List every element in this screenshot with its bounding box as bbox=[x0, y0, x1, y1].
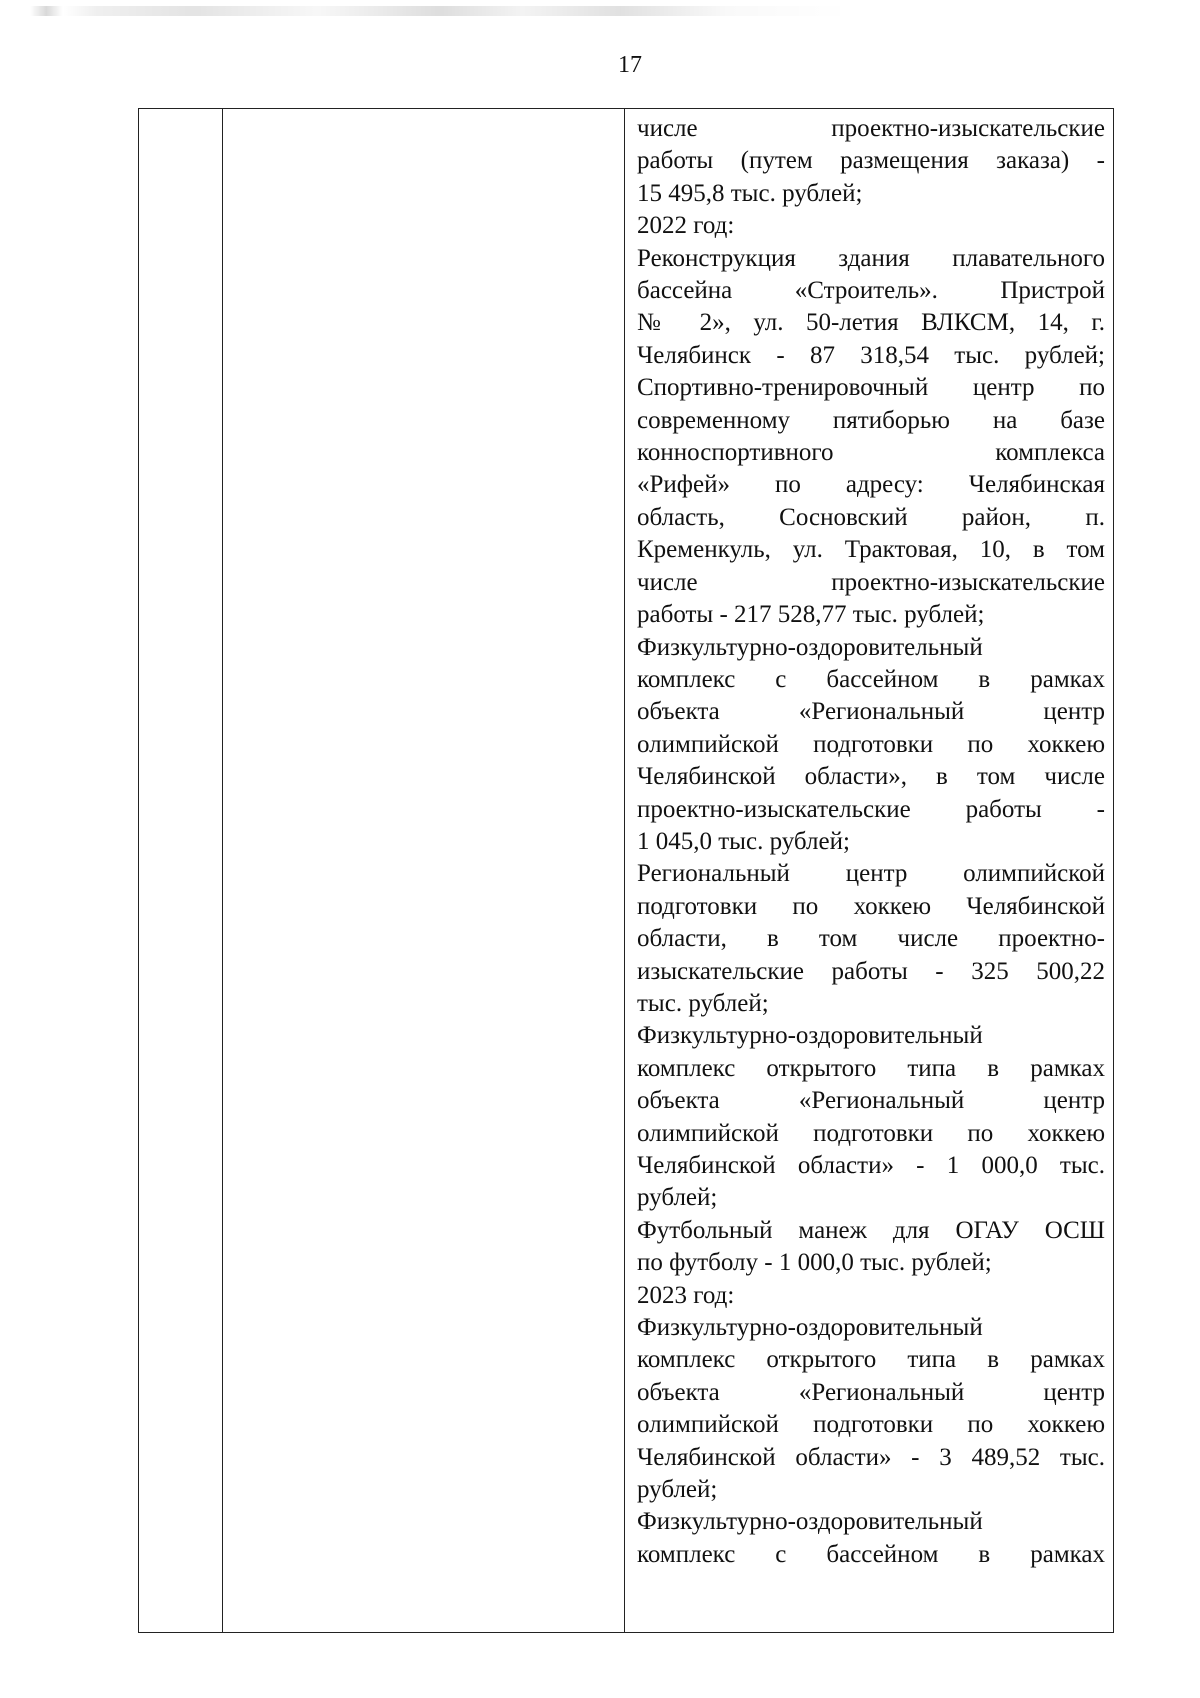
table-cell-line: Физкультурно-оздоровительный bbox=[637, 1022, 983, 1050]
table-cell-line: 2023 год: bbox=[637, 1281, 735, 1309]
table-cell-line: 2022 год: bbox=[637, 212, 735, 240]
table-cell-line: Челябинской области» - 1 000,0 тыс. bbox=[637, 1152, 1105, 1179]
table-cell-line: работы - 217 528,77 тыс. рублей; bbox=[637, 601, 985, 629]
table-cell-line: числе проектно-изыскательские bbox=[637, 568, 1105, 596]
table-cell-line: объекта «Региональный центр bbox=[637, 1378, 1105, 1406]
table-cell-line: 15 495,8 тыс. рублей; bbox=[637, 179, 863, 207]
scan-artifact bbox=[30, 6, 850, 16]
table-cell-line: Футбольный манеж для ОГАУ ОСШ bbox=[637, 1216, 1105, 1244]
table-cell-line: область, Сосновский район, п. bbox=[637, 503, 1105, 531]
table-cell-line: изыскательские работы - 325 500,22 bbox=[637, 957, 1105, 985]
table-cell-line: рублей; bbox=[637, 1184, 718, 1212]
table-cell-line: тыс. рублей; bbox=[637, 989, 769, 1017]
table-cell-line: № 2», ул. 50-летия ВЛКСМ, 14, г. bbox=[637, 309, 1105, 337]
table-cell-line: олимпийской подготовки по хоккею bbox=[637, 730, 1105, 758]
table-cell-line: области, в том числе проектно- bbox=[637, 925, 1105, 953]
table-cell-line: Челябинской области» - 3 489,52 тыс. bbox=[637, 1443, 1105, 1471]
table-cell-line: комплекс с бассейном в рамках bbox=[637, 665, 1105, 693]
table-cell-text bbox=[637, 113, 1105, 1571]
table-cell-line: Спортивно-тренировочный центр по bbox=[637, 374, 1105, 402]
table-cell-line: Челябинск - 87 318,54 тыс. рублей; bbox=[637, 341, 1105, 369]
table-cell-line: олимпийской подготовки по хоккею bbox=[637, 1119, 1105, 1147]
table-cell-line: Региональный центр олимпийской bbox=[637, 860, 1105, 888]
table-cell-line: Кременкуль, ул. Трактовая, 10, в том bbox=[637, 536, 1105, 564]
table-cell-line: числе проектно-изыскательские bbox=[637, 115, 1105, 142]
table-cell-line: объекта «Региональный центр bbox=[637, 698, 1105, 726]
table-cell-line: Физкультурно-оздоровительный bbox=[637, 633, 983, 661]
table-cell-line: подготовки по хоккею Челябинской bbox=[637, 892, 1105, 920]
table-cell-line: Физкультурно-оздоровительный bbox=[637, 1314, 983, 1342]
table-cell-line: комплекс с бассейном в рамках bbox=[637, 1540, 1105, 1568]
table-cell-line: проектно-изыскательские работы - bbox=[637, 795, 1105, 823]
table-cell-line: олимпийской подготовки по хоккею bbox=[637, 1411, 1105, 1439]
table-cell-line: Физкультурно-оздоровительный bbox=[637, 1508, 983, 1536]
table-cell-line: комплекс открытого типа в рамках bbox=[637, 1054, 1105, 1082]
table-cell-line: рублей; bbox=[637, 1476, 718, 1504]
table-column-name bbox=[223, 109, 625, 1632]
table-column-number bbox=[139, 109, 223, 1632]
table-cell-line: современному пятиборью на базе bbox=[637, 406, 1105, 434]
table-cell-line: работы (путем размещения заказа) - bbox=[637, 147, 1105, 175]
table-cell-line: 1 045,0 тыс. рублей; bbox=[637, 827, 850, 855]
table-column-description bbox=[625, 109, 1113, 1632]
table-cell-line: бассейна «Строитель». Пристрой bbox=[637, 277, 1105, 305]
table-cell-line: конноспортивного комплекса bbox=[637, 439, 1105, 467]
table-cell-line: «Рифей» по адресу: Челябинская bbox=[637, 471, 1105, 499]
table-cell-line: по футболу - 1 000,0 тыс. рублей; bbox=[637, 1249, 992, 1277]
page-number: 17 bbox=[618, 52, 642, 78]
table-cell-line: Челябинской области», в том числе bbox=[637, 763, 1105, 791]
document-table bbox=[138, 108, 1114, 1633]
table-cell-line: комплекс открытого типа в рамках bbox=[637, 1346, 1105, 1374]
table-cell-line: объекта «Региональный центр bbox=[637, 1087, 1105, 1115]
table-cell-line: Реконструкция здания плавательного bbox=[637, 244, 1105, 272]
